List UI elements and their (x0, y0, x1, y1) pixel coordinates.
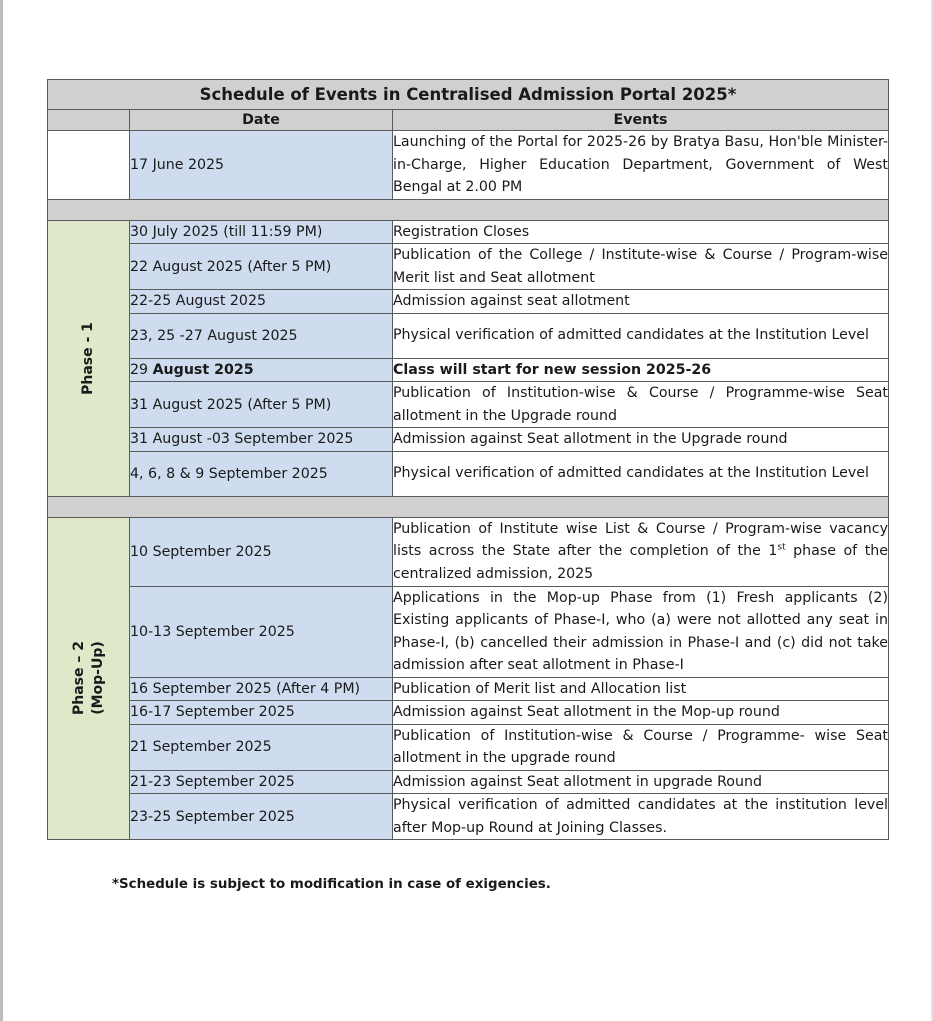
row-event: Registration Closes (393, 220, 889, 244)
launch-date: 17 June 2025 (130, 131, 393, 200)
row-event-text-a: Publication of Institute wise List & Course / Program-wise vacancy lists across the State after the completion of the 1 (393, 520, 888, 560)
row-date-month: August 2025 (152, 361, 254, 378)
phase2-label-line2: (Mop-Up) (89, 641, 106, 716)
table-row (48, 770, 889, 794)
phase2-label (70, 641, 108, 715)
phase1-label: Phase - 1 (80, 321, 96, 395)
table-row (48, 428, 889, 452)
row-date: 23-25 September 2025 (130, 794, 393, 840)
table-row (48, 290, 889, 314)
row-event: Publication of Merit list and Allocation list (393, 677, 889, 701)
row-event: Physical verification of admitted candidates at the Institution Level (393, 451, 889, 496)
launch-row (48, 131, 889, 200)
header-events: Events (393, 110, 889, 131)
row-date: 22-25 August 2025 (130, 290, 393, 314)
phase1-label-cell (48, 220, 130, 496)
table-row (48, 586, 889, 677)
table-row (48, 724, 889, 770)
schedule-table (47, 79, 889, 840)
header-date: Date (130, 110, 393, 131)
row-event-text-b: phase of the centralized admission, 2025 (393, 543, 888, 582)
table-row (48, 701, 889, 725)
row-event-superscript: st (777, 542, 786, 553)
row-date: 22 August 2025 (After 5 PM) (130, 244, 393, 290)
row-date: 21 September 2025 (130, 724, 393, 770)
table-title: Schedule of Events in Centralised Admission Portal 2025* (48, 80, 889, 110)
row-event: Applications in the Mop-up Phase from (1) Fresh applicants (2) Existing applicants of Phase-I, who (a) were not allotted any seat in Phase-I, (b) cancelled their admission in Phase-I and (c) did not take admission after seat allotment in Phase-I (393, 586, 889, 677)
table-row (48, 517, 889, 586)
table-row (48, 313, 889, 358)
page-edge-left (0, 0, 3, 1021)
phase2-label-line1: Phase – 2 (70, 641, 87, 716)
row-date: 10-13 September 2025 (130, 586, 393, 677)
row-event: Physical verification of admitted candidates at the institution level after Mop-up Round at Joining Classes. (393, 794, 889, 840)
row-event: Admission against Seat allotment in the Upgrade round (393, 428, 889, 452)
header-row (48, 110, 889, 131)
launch-event: Launching of the Portal for 2025-26 by Bratya Basu, Hon'ble Minister-in-Charge, Higher Education Department, Government of West Bengal at 2.00 PM (393, 131, 889, 200)
separator-band (48, 199, 889, 220)
footnote: *Schedule is subject to modification in case of exigencies. (112, 877, 551, 892)
row-event: Publication of Institution-wise & Course / Programme-wise Seat allotment in the Upgrade round (393, 382, 889, 428)
row-date: 10 September 2025 (130, 517, 393, 586)
row-event: Admission against seat allotment (393, 290, 889, 314)
table-row (48, 358, 889, 382)
table-row (48, 451, 889, 496)
table-row (48, 794, 889, 840)
title-row (48, 80, 889, 110)
row-date: 23, 25 -27 August 2025 (130, 313, 393, 358)
row-event: Admission against Seat allotment in the Mop-up round (393, 701, 889, 725)
row-date: 16-17 September 2025 (130, 701, 393, 725)
row-event: Admission against Seat allotment in upgrade Round (393, 770, 889, 794)
separator-row (48, 199, 889, 220)
row-event (393, 517, 889, 586)
row-date (130, 358, 393, 382)
row-date: 31 August -03 September 2025 (130, 428, 393, 452)
table-row (48, 382, 889, 428)
row-event: Publication of the College / Institute-wise & Course / Program-wise Merit list and Seat allotment (393, 244, 889, 290)
separator-row (48, 496, 889, 517)
row-date: 21-23 September 2025 (130, 770, 393, 794)
table-row (48, 244, 889, 290)
separator-band (48, 496, 889, 517)
phase2-label-cell (48, 517, 130, 840)
header-blank-cell (48, 110, 130, 131)
launch-blank-cell (48, 131, 130, 200)
row-event: Physical verification of admitted candidates at the Institution Level (393, 313, 889, 358)
row-date: 30 July 2025 (till 11:59 PM) (130, 220, 393, 244)
row-date: 4, 6, 8 & 9 September 2025 (130, 451, 393, 496)
table-row (48, 220, 889, 244)
row-date: 16 September 2025 (After 4 PM) (130, 677, 393, 701)
row-date: 31 August 2025 (After 5 PM) (130, 382, 393, 428)
table-row (48, 677, 889, 701)
row-date-day: 29 (130, 361, 153, 378)
row-event: Publication of Institution-wise & Course / Programme- wise Seat allotment in the upgrade round (393, 724, 889, 770)
row-event: Class will start for new session 2025-26 (393, 358, 889, 382)
